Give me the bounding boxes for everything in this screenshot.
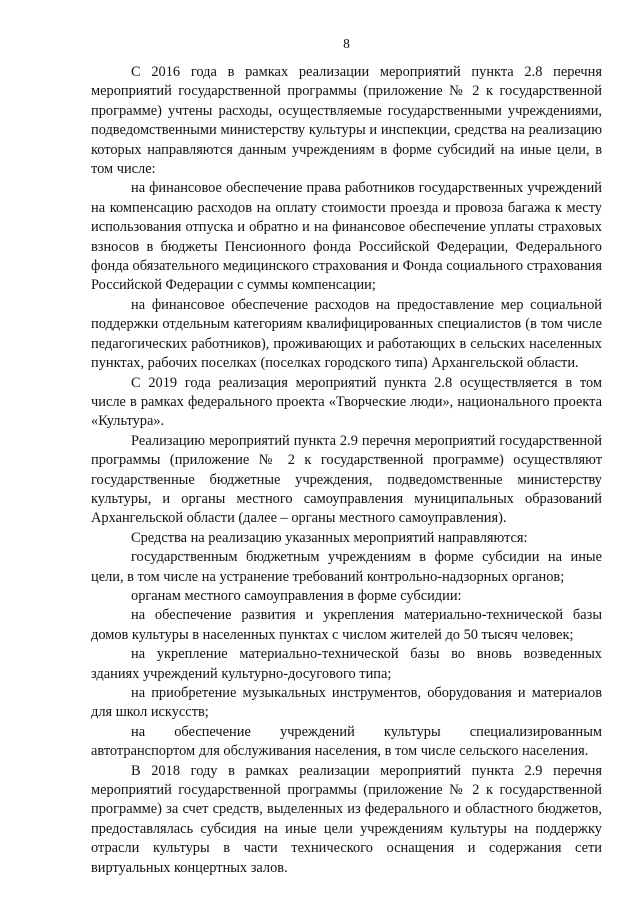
page-number: 8 — [343, 36, 350, 51]
paragraph-1: С 2016 года в рамках реализации мероприятий пункта 2.8 перечня мероприятий государственной программы (приложение № 2 к государственной программе) учтены расходы, осуществляемые государственными учреждениями, подведомственными министерству культуры и инспекции, средства на реализацию которых направляются данным учреждениям в форме субсидий на иные цели, в том числе: — [91, 64, 602, 178]
paragraph-8: органам местного самоуправления в форме субсидии: — [131, 587, 462, 604]
paragraph-12: на обеспечение учреждений культуры специализированным автотранспортом для обслуживания населения, в том числе сельского населения. — [91, 723, 602, 760]
paragraph-2: на финансовое обеспечение права работников государственных учреждений на компенсацию расходов на оплату стоимости проезда и провоза багажа к месту использования отпуска и обратно и на финансовое обеспечение уплаты страховых взносов в бюджеты Пенсионного фонда Российской Федерации, Федерального фонда обязательного медицинского страхования и Фонда социального страхования Российской Федерации с суммы компенсации; — [91, 180, 602, 294]
paragraph-6: Средства на реализацию указанных мероприятий направляются: — [131, 529, 528, 546]
paragraph-13: В 2018 году в рамках реализации мероприятий пункта 2.9 перечня мероприятий государственной программы (приложение № 2 к государственной программе) за счет средств, выделенных из федерального и областного бюджетов, предоставлялась субсидия на иные цели учреждениям культуры на поддержку отрасли культуры в части технического оснащения и содержания сети виртуальных концертных залов. — [91, 762, 602, 876]
paragraph-5: Реализацию мероприятий пункта 2.9 перечня мероприятий государственной программы (приложение № 2 к государственной программе) осуществляют государственные бюджетные учреждения, подведомственные министерству культуры, и органы местного самоуправления муниципальных образований Архангельской области (далее – органы местного самоуправления). — [91, 432, 602, 527]
paragraph-3: на финансовое обеспечение расходов на предоставление мер социальной поддержки отдельным категориям квалифицированных специалистов (в том числе педагогических работников), проживающих и работающих в сельских населенных пунктах, рабочих поселках (поселках городского типа) Архангельской области. — [91, 296, 602, 372]
paragraph-11: на приобретение музыкальных инструментов, оборудования и материалов для школ искусств; — [91, 685, 602, 721]
paragraph-4: С 2019 года реализация мероприятий пункта 2.8 осуществляется в том числе в рамках федерального проекта «Творческие люди», национального проекта «Культура». — [91, 374, 602, 430]
paragraph-10: на укрепление материально-технической базы во вновь возведенных зданиях учреждений культурно-досугового типа; — [91, 646, 602, 682]
paragraph-9: на обеспечение развития и укрепления материально-технической базы домов культуры в населенных пунктах с числом жителей до 50 тысяч человек; — [91, 607, 602, 643]
paragraph-7: государственным бюджетным учреждениям в форме субсидии на иные цели, в том числе на устранение требований контрольно-надзорных органов; — [91, 549, 602, 585]
